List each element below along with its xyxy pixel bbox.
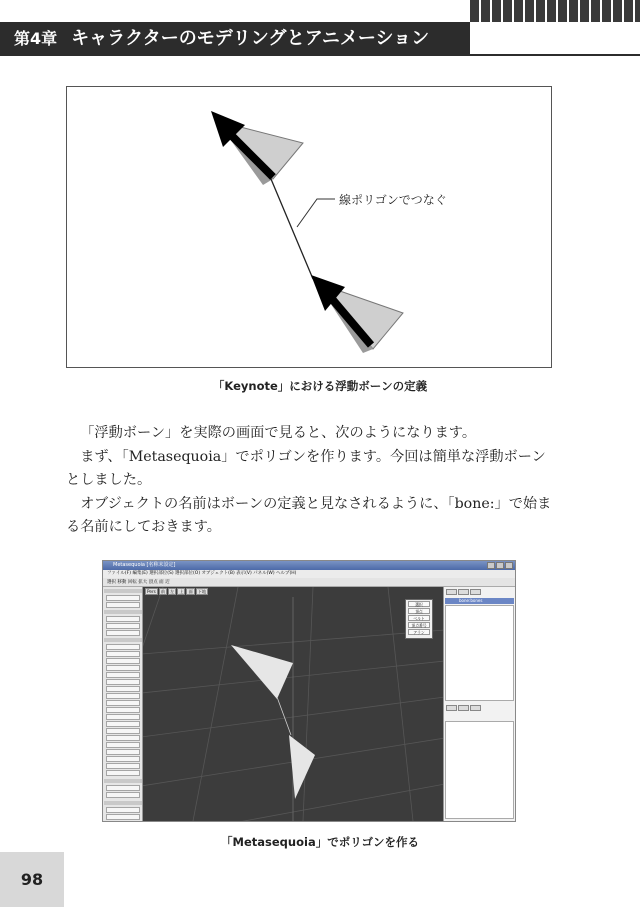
viewport-scene	[143, 587, 443, 821]
panel-section	[104, 779, 142, 783]
panel-tab[interactable]	[470, 589, 481, 595]
panel-button	[106, 721, 140, 727]
page-number: 98	[20, 870, 44, 889]
object-panel-tabs	[446, 589, 481, 595]
panel-button	[106, 665, 140, 671]
menu-bar: ファイル(F) 編集(E) 選択部位(S) 選択部位(O) オブジェクト(B) 表示(V) パネル(W) ヘルプ(H)	[103, 570, 515, 578]
figure2-caption: 「Metasequoia」でポリゴンを作る	[221, 835, 419, 849]
panel-button	[106, 672, 140, 678]
panel-button	[106, 792, 140, 798]
panel-button	[106, 714, 140, 720]
panel-button	[106, 700, 140, 706]
maximize-icon	[496, 562, 504, 569]
panel-tab[interactable]	[446, 589, 457, 595]
panel-button	[106, 814, 140, 820]
panel-button	[106, 679, 140, 685]
panel-button	[106, 651, 140, 657]
popup-item[interactable]: 頂点番号	[408, 622, 430, 628]
figure-annotation: 線ポリゴンでつなぐ	[339, 193, 447, 207]
object-row[interactable]: bone:bones	[445, 598, 514, 604]
object-list	[445, 605, 514, 701]
material-panel-tabs	[446, 705, 481, 711]
viewport-tab[interactable]: 左	[170, 589, 175, 594]
viewport-tab[interactable]: 面	[188, 589, 193, 594]
material-list	[445, 721, 514, 819]
display-popup	[405, 599, 433, 639]
panel-button	[106, 644, 140, 650]
popup-item[interactable]: 頂点	[408, 608, 430, 614]
panel-tab[interactable]	[470, 705, 481, 711]
viewport-tabs	[145, 588, 208, 595]
paragraph: まず、「Metasequoia」でポリゴンを作ります。今回は簡単な浮動ボーンとしました。	[66, 448, 546, 489]
minimize-icon	[487, 562, 495, 569]
object-panel	[443, 587, 515, 821]
panel-button	[106, 770, 140, 776]
paragraph: 「浮動ボーン」を実際の画面で見ると、次のようになります。	[80, 425, 477, 441]
paragraph: オブジェクトの名前はボーンの定義と見なされるように、「bone:」で始まる名前にしておきます。	[66, 495, 552, 536]
panel-button	[106, 742, 140, 748]
panel-button	[106, 785, 140, 791]
panel-tab[interactable]	[458, 705, 469, 711]
viewport-tab[interactable]: Pers	[147, 589, 156, 594]
panel-button	[106, 707, 140, 713]
viewport-tab[interactable]: 前	[160, 589, 166, 594]
viewport-tab[interactable]: 下地	[197, 589, 207, 594]
body-text	[66, 422, 556, 540]
panel-button	[106, 728, 140, 734]
panel-button	[106, 735, 140, 741]
viewport-tab[interactable]: 上	[179, 589, 184, 594]
chapter-title	[14, 24, 429, 54]
panel-button	[106, 749, 140, 755]
figure1-caption: 「Keynote」における浮動ボーンの定義	[212, 379, 428, 393]
header-rule	[470, 54, 640, 56]
3d-viewport	[143, 587, 443, 821]
bone-illustration	[67, 87, 553, 369]
command-panel	[103, 587, 143, 821]
chapter-number: 第4章	[14, 29, 58, 48]
popup-item[interactable]: ベルト	[408, 615, 430, 621]
panel-section	[104, 589, 142, 593]
chapter-name: キャラクターのモデリングとアニメーション	[71, 28, 430, 49]
panel-button	[106, 686, 140, 692]
panel-section	[104, 638, 142, 642]
toolbar: 選択 移動 回転 拡大 頂点 面 辺	[103, 578, 515, 587]
popup-item[interactable]: 選択	[408, 601, 430, 607]
window-controls	[487, 562, 513, 569]
panel-section	[104, 801, 142, 805]
panel-tab[interactable]	[446, 705, 457, 711]
panel-button	[106, 623, 140, 629]
panel-button	[106, 807, 140, 813]
panel-button	[106, 630, 140, 636]
popup-item[interactable]: アラン	[408, 629, 430, 635]
header-decoration	[470, 0, 640, 22]
panel-section	[104, 610, 142, 614]
close-icon	[505, 562, 513, 569]
panel-button	[106, 763, 140, 769]
panel-tab[interactable]	[458, 589, 469, 595]
panel-button	[106, 693, 140, 699]
panel-button	[106, 595, 140, 601]
metasequoia-screenshot	[102, 560, 516, 822]
panel-button	[106, 756, 140, 762]
keynote-bone-figure	[66, 86, 552, 368]
panel-button	[106, 616, 140, 622]
window-title: Metasequoia [名称未設定]	[103, 561, 515, 570]
panel-button	[106, 602, 140, 608]
panel-button	[106, 658, 140, 664]
page-header	[0, 0, 640, 56]
